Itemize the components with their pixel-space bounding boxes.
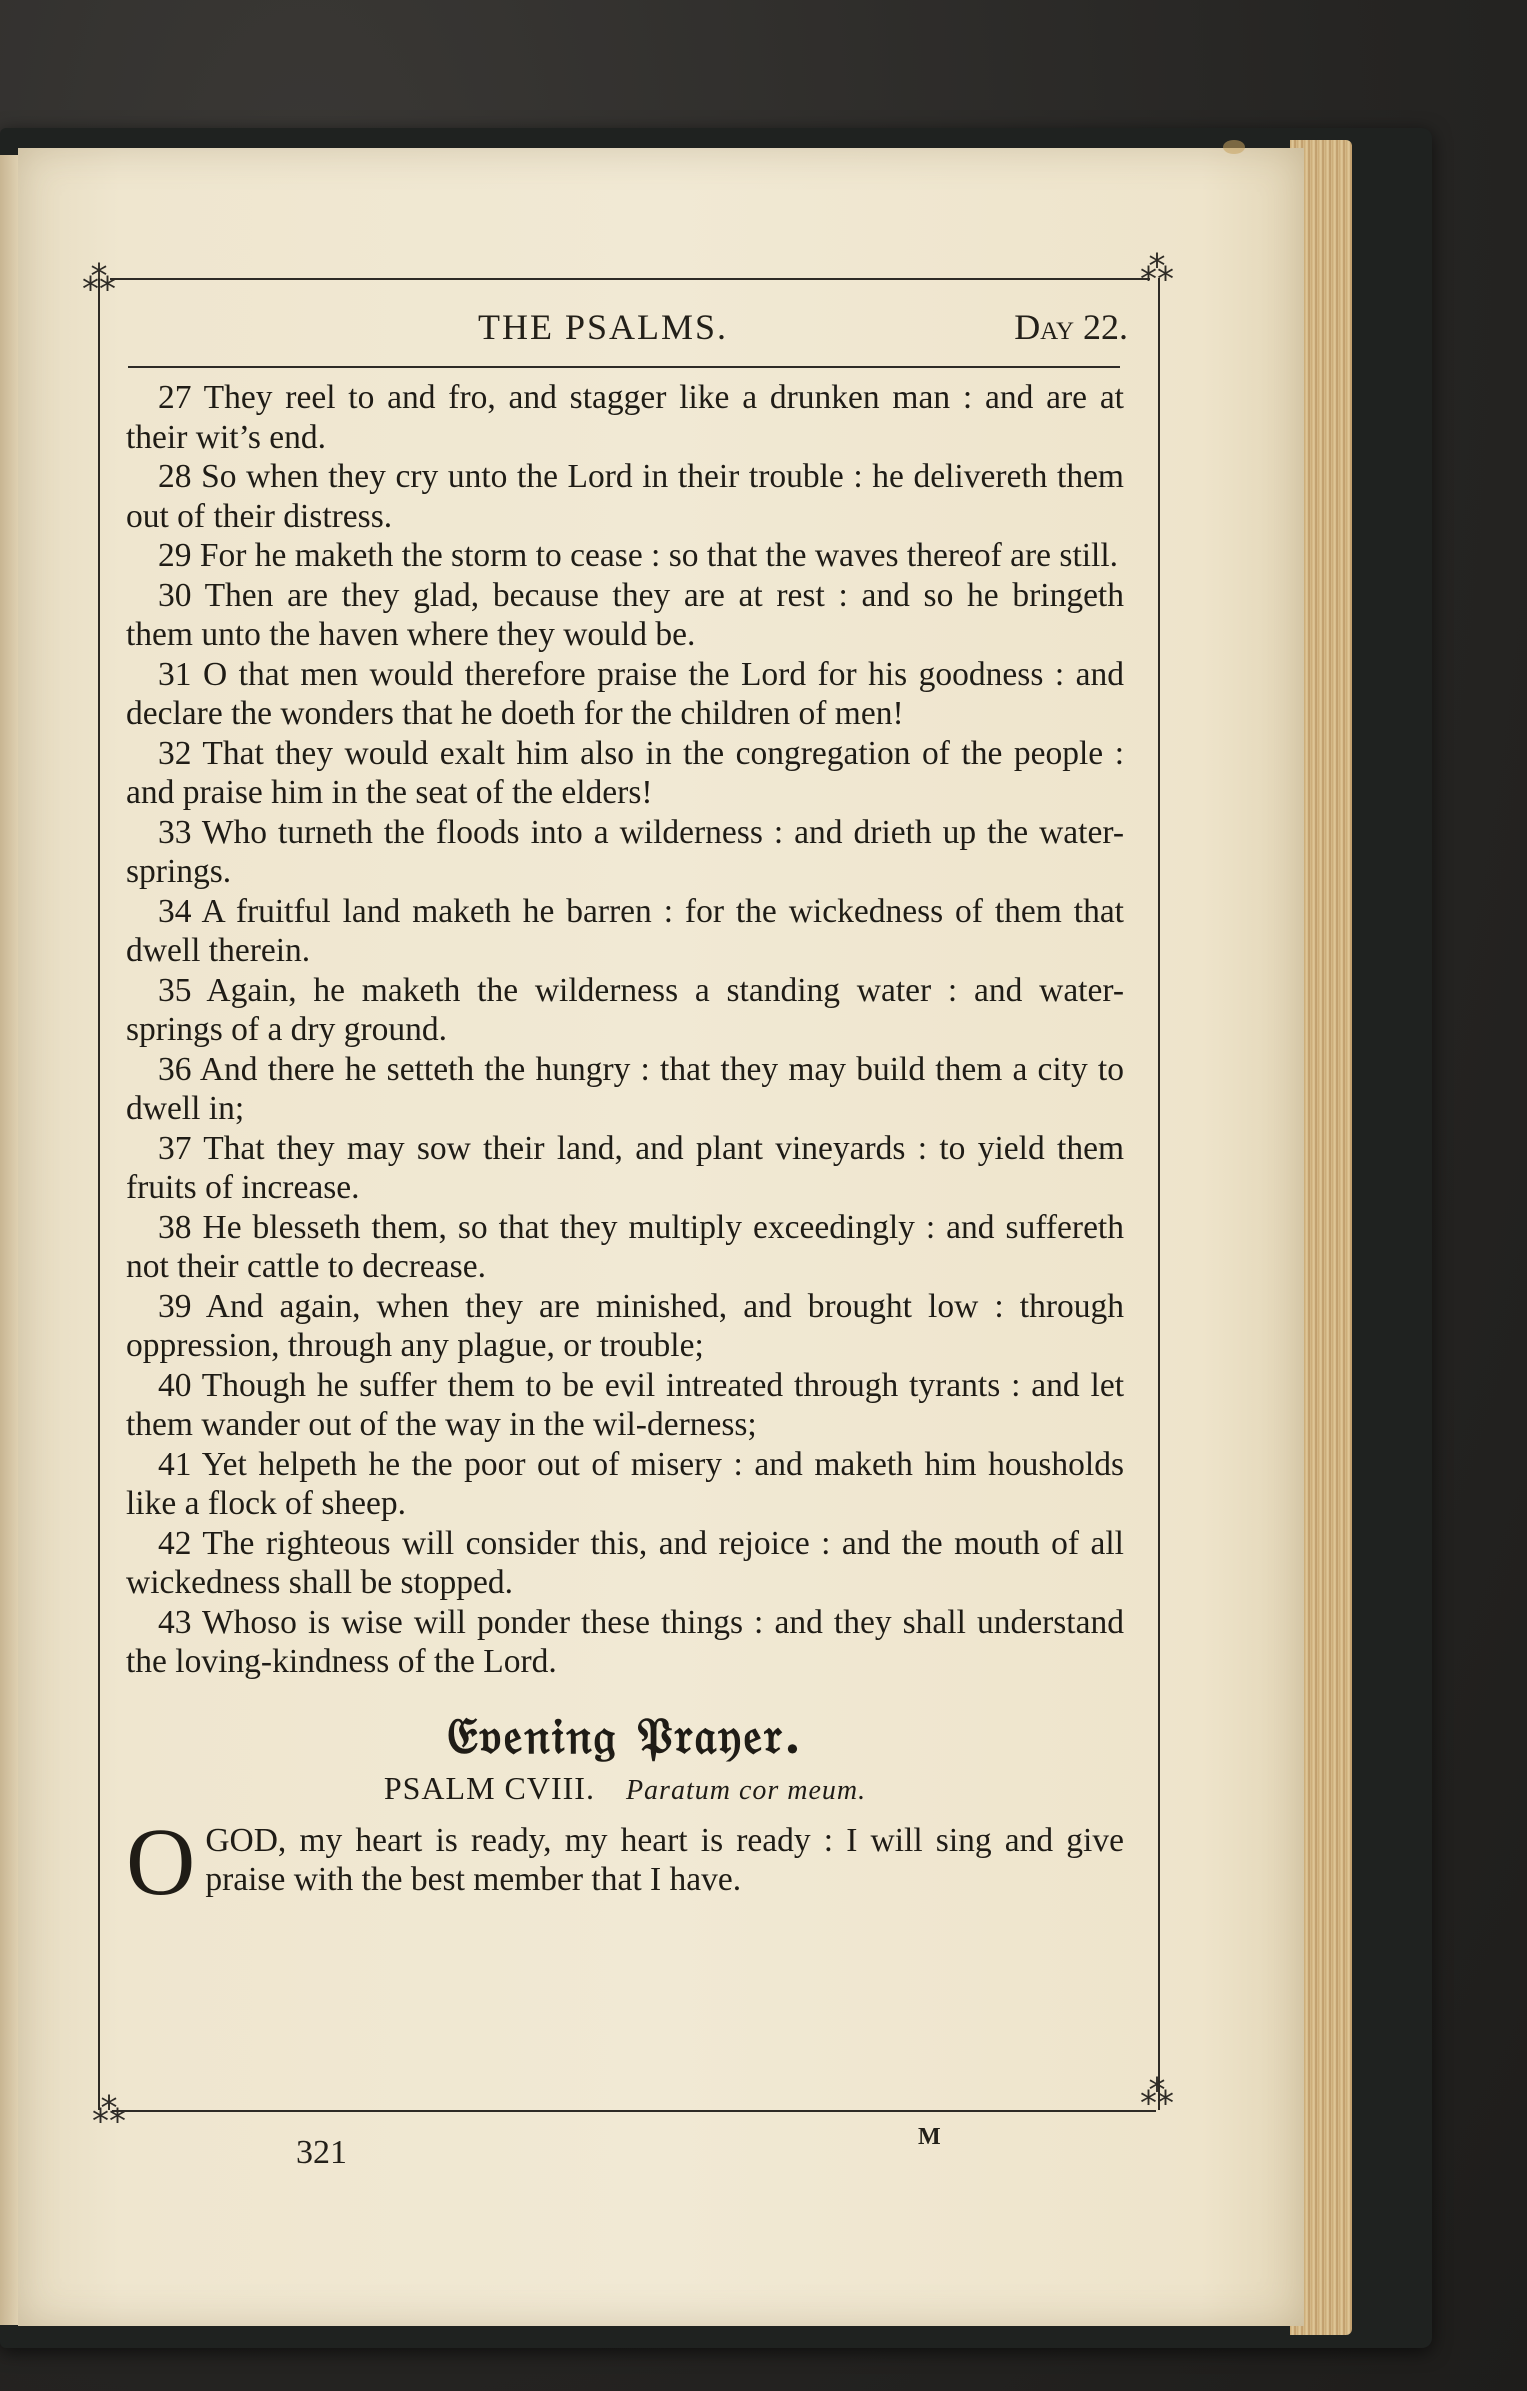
opening-first-word: GOD, bbox=[205, 1821, 287, 1859]
verse: 38 He blesseth them, so that they multiply exceedingly : and suffereth not their cattle to decrease. bbox=[126, 1208, 1124, 1285]
verse: 36 And there he setteth the hungry : that they may build them a city to dwell in; bbox=[126, 1050, 1124, 1127]
drop-cap: O bbox=[126, 1807, 196, 1915]
verse: 31 O that men would therefore praise the Lord for his goodness : and declare the wonders that he doeth for the children of men! bbox=[126, 655, 1124, 732]
verse: 43 Whoso is wise will ponder these things : and they shall understand the loving-kindness of the Lord. bbox=[126, 1603, 1124, 1680]
verse: 40 Though he suffer them to be evil intreated through tyrants : and let them wander out of the way in the wil-derness; bbox=[126, 1366, 1124, 1443]
border-bottom-rule bbox=[112, 2110, 1156, 2112]
verse: 39 And again, when they are minished, and brought low : through oppression, through any plague, or trouble; bbox=[126, 1287, 1124, 1364]
corner-ornament-icon: ⁂ bbox=[1140, 249, 1174, 289]
printer-signature: M bbox=[918, 2124, 941, 2150]
psalm-number: PSALM CVIII. bbox=[383, 1770, 595, 1806]
psalm-text bbox=[126, 378, 1124, 1915]
verse: 29 For he maketh the storm to cease : so that the waves thereof are still. bbox=[158, 537, 1119, 574]
running-title: THE PSALMS. bbox=[478, 307, 729, 347]
corner-ornament-icon: ⁂ bbox=[1140, 2073, 1174, 2113]
psalm-latin-incipit: Paratum cor meum. bbox=[625, 1775, 867, 1806]
verse: 30 Then are they glad, because they are at rest : and so he bringeth them unto the haven where they would be. bbox=[126, 576, 1124, 653]
verse: 35 Again, he maketh the wilderness a standing water : and water-springs of a dry ground. bbox=[126, 971, 1124, 1048]
page-number: 321 bbox=[296, 2134, 347, 2171]
verse: 33 Who turneth the floods into a wilderness : and drieth up the water-springs. bbox=[126, 813, 1124, 890]
verse: 42 The righteous will consider this, and rejoice : and the mouth of all wickedness shall be stopped. bbox=[126, 1524, 1124, 1601]
section-heading: 𝔈𝔳𝔢𝔫𝔦𝔫𝔤 𝔓𝔯𝔞𝔶𝔢𝔯. bbox=[446, 1705, 804, 1765]
corner-ornament-icon: ⁂ bbox=[82, 259, 116, 299]
running-header bbox=[128, 300, 1128, 360]
verse: 27 They reel to and fro, and stagger like a drunken man : and are at their wit’s end. bbox=[126, 379, 1124, 456]
corner-ornament-icon: ⁂ bbox=[92, 2091, 126, 2131]
border-top-rule bbox=[110, 278, 1150, 280]
psalm-heading bbox=[126, 1769, 1124, 1811]
day-label: Day 22. bbox=[1014, 307, 1128, 347]
header-rule bbox=[128, 366, 1120, 368]
verse: 37 That they may sow their land, and plant vineyards : to yield them fruits of increase. bbox=[126, 1129, 1124, 1206]
stain bbox=[1223, 140, 1245, 154]
verse: 34 A fruitful land maketh he barren : for the wickedness of them that dwell therein. bbox=[126, 892, 1124, 969]
verse: 28 So when they cry unto the Lord in their trouble : he delivereth them out of their distress. bbox=[126, 458, 1124, 535]
psalm-opening-verse bbox=[126, 1807, 1124, 1915]
verse: 41 Yet helpeth he the poor out of misery : and maketh him housholds like a flock of sheep. bbox=[126, 1445, 1124, 1522]
verse: 32 That they would exalt him also in the congregation of the people : and praise him in the seat of the elders! bbox=[126, 734, 1124, 811]
opening-text: my heart is ready, my heart is ready : I will sing and give praise with the best member that I have. bbox=[205, 1821, 1124, 1898]
